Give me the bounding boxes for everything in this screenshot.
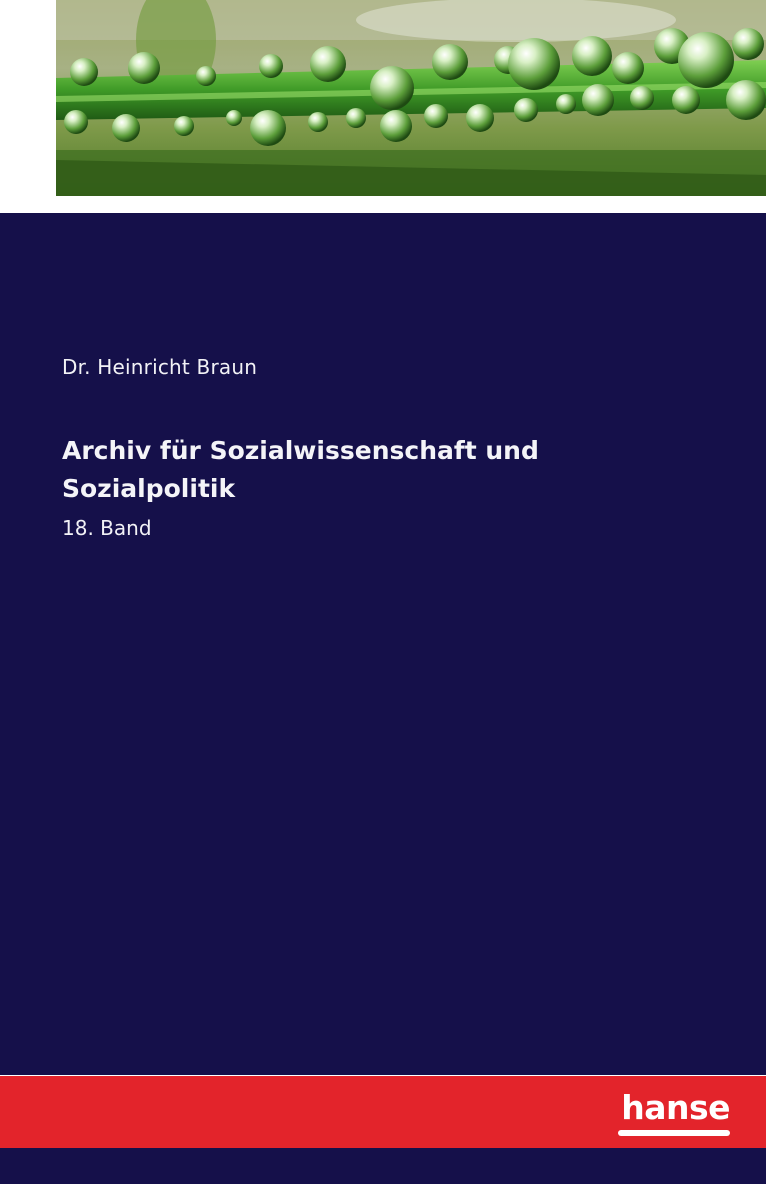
publisher-logo-swoosh xyxy=(618,1130,730,1136)
publisher-logo: hanse xyxy=(621,1088,730,1127)
book-subtitle: 18. Band xyxy=(62,516,152,540)
grass-water-drops-image xyxy=(56,0,766,196)
cover-background xyxy=(0,213,766,1075)
cover-photo xyxy=(56,0,766,196)
book-title: Archiv für Sozialwissenschaft und Sozialpolitik xyxy=(62,436,539,503)
bottom-strip xyxy=(0,1148,766,1184)
author-name: Dr. Heinricht Braun xyxy=(62,355,258,379)
